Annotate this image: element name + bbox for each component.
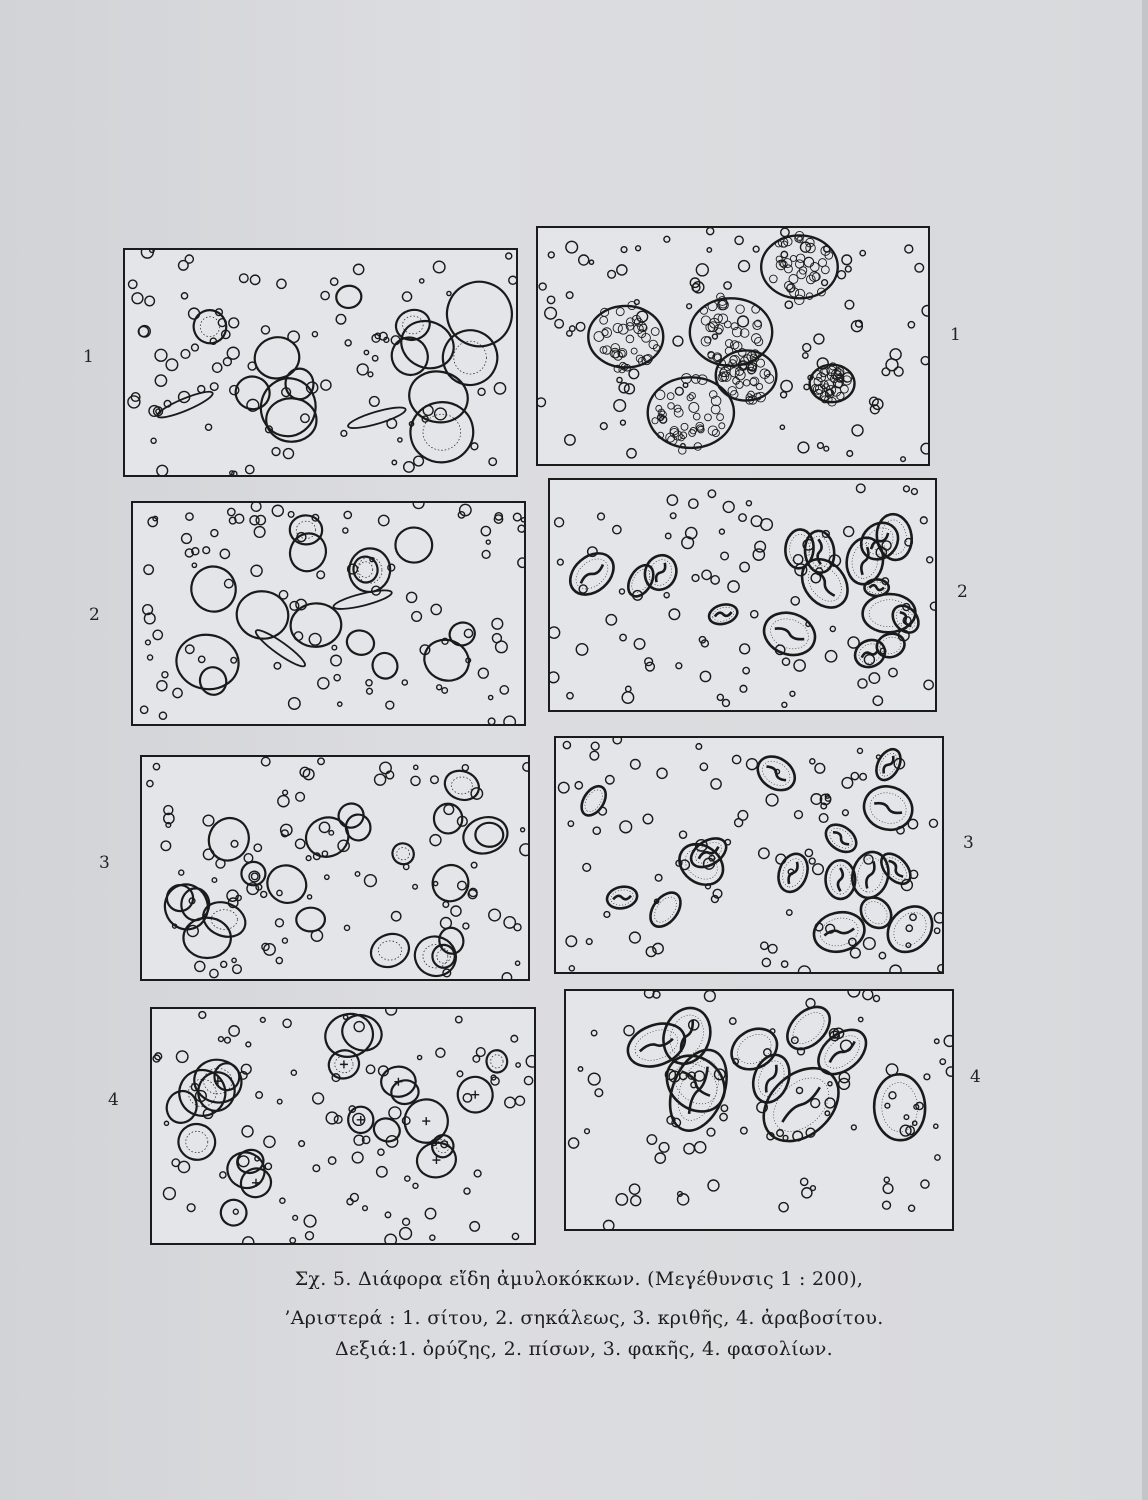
panel-right-2-peas: [548, 478, 937, 712]
row-label-right-2: 2: [957, 582, 968, 602]
micrograph-drawing: [125, 250, 516, 475]
panel-left-2-rye: [131, 501, 526, 726]
micrograph-drawing: [133, 503, 524, 724]
row-label-right-1: 1: [950, 325, 961, 345]
micrograph-drawing: [566, 991, 952, 1229]
row-label-left-1: 1: [83, 347, 94, 367]
panel-left-4-maize: [150, 1007, 536, 1245]
panel-left-1-wheat: [123, 248, 518, 477]
panel-right-4-beans: [564, 989, 954, 1231]
row-label-left-3: 3: [99, 853, 110, 873]
micrograph-drawing: [152, 1009, 534, 1243]
row-label-left-4: 4: [108, 1090, 119, 1110]
micrograph-drawing: [538, 228, 928, 464]
row-label-right-3: 3: [963, 833, 974, 853]
micrograph-drawing: [142, 757, 528, 979]
figure-caption-line-1: Σχ. 5. Διάφορα εἴδη ἀμυλοκόκκων. (Μεγέθυνσις 1 : 200),: [294, 1268, 864, 1290]
panel-right-1-rice: [536, 226, 930, 466]
micrograph-drawing: [550, 480, 935, 710]
figure-caption-line-2: ’Αριστερά : 1. σίτου, 2. σηκάλεως, 3. κριθῆς, 4. ἀραβοσίτου.: [284, 1307, 884, 1329]
panel-left-3-barley: [140, 755, 530, 981]
panel-right-3-lentil: [554, 736, 944, 974]
figure-caption-line-3: Δεξιά:1. ὀρύζης, 2. πίσων, 3. φακῆς, 4. φασολίων.: [335, 1338, 833, 1360]
row-label-left-2: 2: [89, 605, 100, 625]
micrograph-drawing: [556, 738, 942, 972]
row-label-right-4: 4: [970, 1067, 981, 1087]
